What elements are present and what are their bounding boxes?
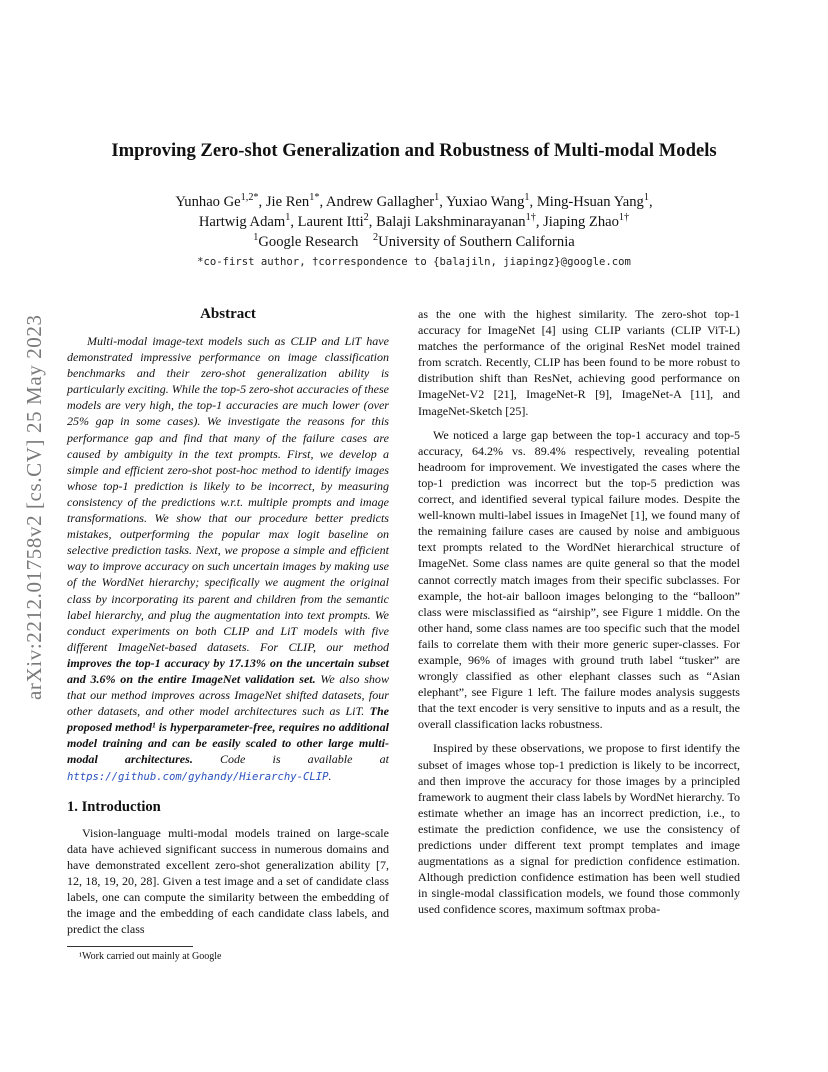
intro-paragraph-3: Inspired by these observations, we propose to first identify the subset of images whose top-1 prediction is likely to be incorrect, and then improve the accuracy for those images by a principled framework to augment their class labels by WordNet hierarchy. To estimate whether an image has an incorrect prediction, i.e., to estimate the prediction confidence, we use the consistency of predictions under different text prompt templates and image augmentations as a signal for prediction confidence estimation. Although prediction confidence estimation has been well studied in single-modal classification models, we found those commonly used confidence scores, maximum softmax proba- [418, 741, 740, 917]
author-block [60, 192, 768, 252]
code-link[interactable]: https://github.com/gyhandy/Hierarchy-CLIP [67, 770, 329, 783]
abstract-end: . [328, 768, 332, 783]
abstract-part-2: We also show that our method improves across ImageNet shifted datasets, four other datasets, and other model architectures such as LiT. [67, 671, 389, 719]
abstract-bold-2: The proposed method¹ is hyperparameter-free, requires no additional model training and can be easily scaled to other large multi-modal architectures. [67, 704, 389, 767]
paper-title: Improving Zero-shot Generalization and Robustness of Multi-modal Models [111, 140, 717, 161]
abstract-text [67, 333, 389, 785]
abstract-heading: Abstract [200, 306, 256, 322]
authors-line-2: Hartwig Adam$^1$, Laurent Itti$^2$, Balaji Lakshminarayanan$^{1\dagger}$, Jiaping Zhao$^{1\dagger}$ [198, 212, 630, 230]
footnote-rule [67, 946, 193, 947]
abstract-part-3: Code is available at [192, 752, 389, 767]
abstract-part-1: Multi-modal image-text models such as CLIP and LiT have demonstrated impressive performance on image classification benchmarks and their zero-shot generalization ability is particularly exciting. While the top-5 zero-shot accuracies of these models are very high, the top-1 accuracies are much lower (over 25% gap in some cases). We investigate the reasons for this performance gap and find that many of the failure cases are caused by ambiguity in the text prompts. First, we develop a simple and efficient zero-shot post-hoc method to identify images whose top-1 prediction is likely to be incorrect, by measuring consistency of the predictions w.r.t. multiple prompts and image transformations. We show that our procedure better predicts mistakes, outperforming the popular max logit baseline on selective prediction tasks. Next, we propose a simple and efficient way to improve accuracy on such uncertain images by making use of the WordNet hierarchy; specifically we augment the original class by incorporating its parent and children from the semantic label hierarchy, and plug the augmentation into text prompts. We conduct experiments on both CLIP and LiT models with five different ImageNet-based datasets. For CLIP, our method [67, 334, 389, 654]
abstract-bold-1: improves the top-1 accuracy by 17.13% on the uncertain subset and 3.6% on the entire ImageNet validation set. [67, 655, 389, 686]
contact-note: *co-first author, †correspondence to {balajiln, jiapingz}@google.com [197, 256, 631, 268]
right-column [418, 306, 740, 917]
left-column [67, 306, 389, 937]
intro-paragraph-2: We noticed a large gap between the top-1 accuracy and top-5 accuracy, 64.2% vs. 89.4% respectively, revealing potential headroom for improvement. We investigated the cases where the top-1 prediction was incorrect but the top-5 prediction was correct, and identified several typical failure modes. Despite the well-known multi-label issues in ImageNet [1], we found many of the remaining failure cases are caused by noise and ambiguous text prompts related to the WordNet hierarchical structure of ImageNet. Some class names are quite general so that the model cannot correctly match images from their specific subclasses. For example, the hot-air balloon images belonging to the “balloon” class were misclassified as “airship”, see Figure 1 middle. On the other hand, some class names are too specific such that the model fails to correlate them with their more generic super-classes. For example, 96% of images with ground truth label “tusker” are wrongly classified as other elephant classes such as “Asian elephant”, see Figure 1 left. The failure modes analysis suggests that the text encoder is very sensitive to inputs and as a result, the overall classification lacks robustness. [418, 427, 740, 732]
intro-paragraph-1: Vision-language multi-modal models trained on large-scale data have achieved significant success in numerous domains and have demonstrated excellent zero-shot generalization ability [7, 12, 18, 19, 20, 28]. Given a test image and a set of candidate class labels, one can compute the similarity between the embedding of the image and the embedding of each candidate class labels, and predict the class [67, 825, 389, 937]
authors-line-1: Yunhao $Ge^{1,2*}$, Jie Ren$^{1*}$, Andrew Gallagher$^1$, Yuxiao Wang$^1$, Ming-Hsuan Yang$^1$, [175, 192, 653, 210]
footnote: ¹Work carried out mainly at Google [79, 951, 222, 962]
intro-heading: 1. Introduction [67, 798, 161, 815]
intro-paragraph-1-continued: as the one with the highest similarity. The zero-shot top-1 accuracy for ImageNet [4] using CLIP variants (CLIP ViT-L) matches the performance of the original ResNet model trained from scratch. Recently, CLIP has been found to be more robust to distribution shift than ResNet, achieving good performance on ImageNet-V2 [21], ImageNet-R [9], ImageNet-A [11], and ImageNet-Sketch [25]. [418, 307, 740, 418]
affiliations: $^1$Google Research $^2$University of Southern California [253, 232, 575, 250]
arxiv-side-banner: arXiv:2212.01758v2 [cs.CV] 25 May 2023 [22, 314, 46, 700]
